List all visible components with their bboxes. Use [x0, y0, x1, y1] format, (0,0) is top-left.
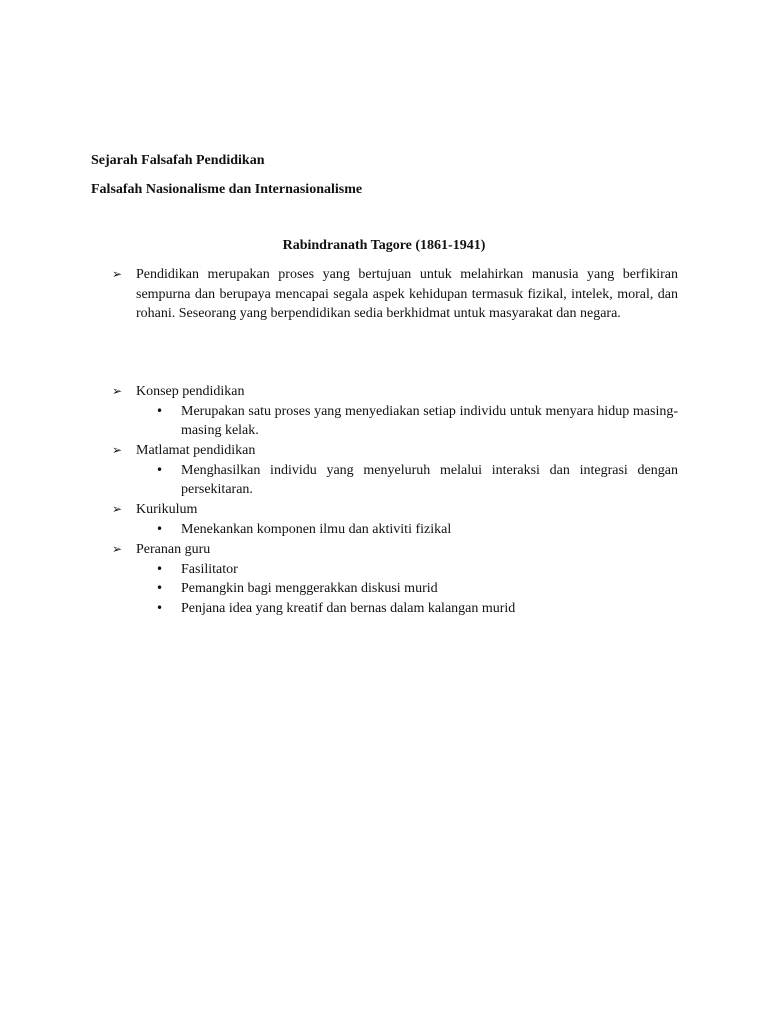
list-item	[156, 461, 678, 500]
bullet-icon: •	[156, 462, 164, 477]
section-label: Kurikulum	[136, 502, 198, 517]
list-item	[156, 599, 678, 619]
bullet-icon: •	[156, 521, 164, 536]
intro-list-item	[112, 265, 678, 324]
list-item	[156, 560, 678, 580]
heading-falsafah: Falsafah Nasionalisme dan Internasionalisme	[91, 182, 363, 197]
bullet-icon: •	[156, 581, 164, 595]
heading-sejarah: Sejarah Falsafah Pendidikan	[91, 153, 265, 168]
bullet-text: Penjana idea yang kreatif dan bernas dalam kalangan murid	[181, 600, 516, 616]
section-kurikulum	[112, 500, 678, 539]
list-item	[156, 579, 678, 599]
bullet-text: Menekankan komponen ilmu dan aktiviti fizikal	[181, 521, 452, 537]
list-item	[156, 520, 678, 540]
list-item	[156, 402, 678, 441]
section-matlamat	[112, 441, 678, 500]
arrow-bullet-icon: ➢	[112, 502, 123, 516]
arrow-bullet-icon: ➢	[112, 443, 123, 457]
bullet-text: Merupakan satu proses yang menyediakan setiap individu untuk menyara hidup masing-masing kelak.	[181, 403, 678, 438]
arrow-bullet-icon: ➢	[112, 267, 123, 281]
intro-paragraph: Pendidikan merupakan proses yang bertujuan untuk melahirkan manusia yang berfikiran sempurna dan berupaya mencapai segala aspek kehidupan termasuk fizikal, intelek, moral, dan rohani. Seseorang yang berpendidikan sedia berkhidmat untuk masyarakat dan negara.	[136, 267, 678, 321]
section-label: Peranan guru	[136, 542, 211, 557]
bullet-text: Pemangkin bagi menggerakkan diskusi murid	[181, 581, 438, 596]
document-title: Rabindranath Tagore (1861-1941)	[282, 238, 486, 253]
bullet-icon: •	[156, 403, 164, 418]
bullet-text: Menghasilkan individu yang menyeluruh melalui interaksi dan integrasi dengan persekitaran.	[181, 462, 678, 497]
bullet-text: Fasilitator	[181, 561, 238, 577]
bullet-icon: •	[156, 561, 164, 576]
arrow-bullet-icon: ➢	[112, 384, 123, 398]
bullet-icon: •	[156, 600, 164, 615]
section-label: Matlamat pendidikan	[136, 443, 256, 458]
section-peranan-guru	[112, 540, 678, 618]
section-label: Konsep pendidikan	[136, 384, 245, 399]
section-konsep	[112, 382, 678, 441]
arrow-bullet-icon: ➢	[112, 542, 123, 556]
